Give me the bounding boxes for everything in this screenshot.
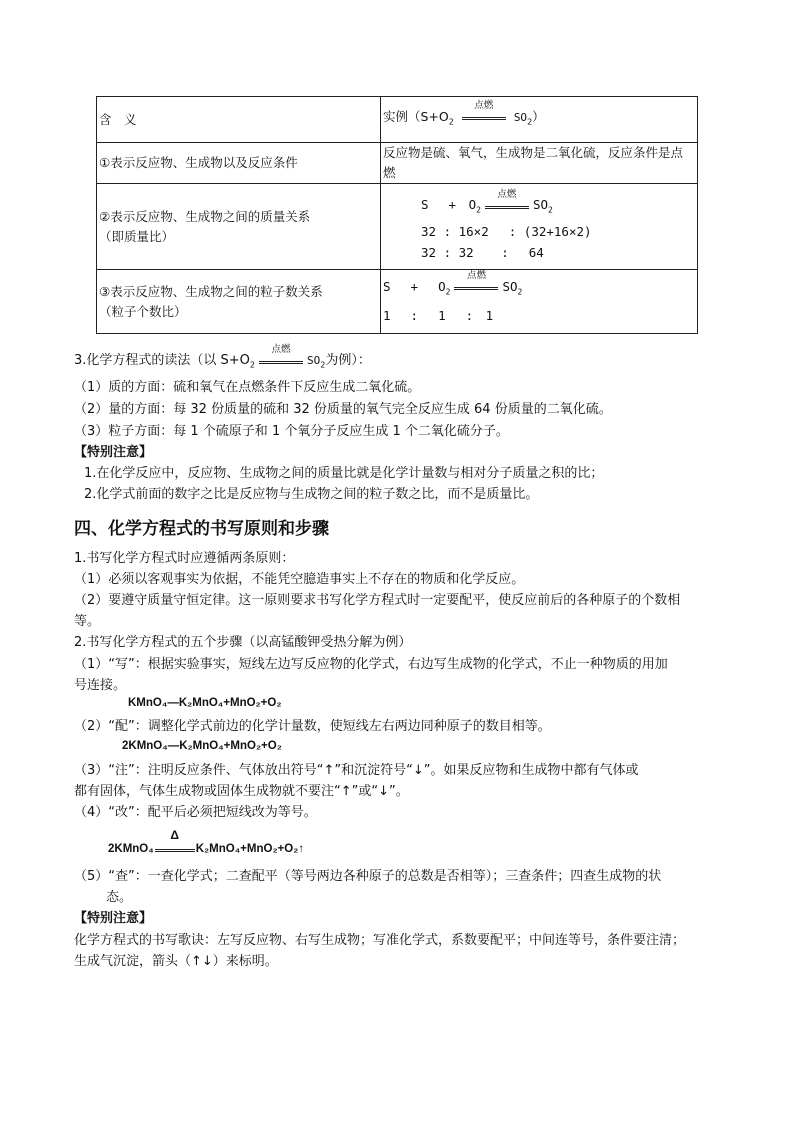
principle-2: （2）要遵守质量守恒定律。这一原则要求书写化学方程式时一定要配平，使反应前后的各种原子的个数相 [74, 593, 681, 608]
step-1-line2: 号连接。 [74, 678, 127, 693]
table-header-row [97, 97, 698, 143]
principles-title: 1.书写化学方程式时应遵循两条原则： [74, 551, 295, 566]
step-3-line2: 都有固体，气体生成物或固体生成物就不要注“↑”或“↓”。 [74, 784, 409, 799]
step-4: （4）“改”：配平后必须把短线改为等号。 [74, 805, 317, 820]
table-row-1 [97, 143, 698, 184]
step-3-line1: （3）“注”：注明反应条件、气体放出符号“↑”和沉淀符号“↓”。如果反应物和生成物中都有气体或 [74, 763, 639, 778]
step-5-line1: （5）“查”：一查化学式；二查配平（等号两边各种原子的总数是否相等）；三查条件；四查生成物的状 [74, 869, 662, 884]
reading-item-3: （3）粒子方面：每 1 个硫原子和 1 个氧分子反应生成 1 个二氧化硫分子。 [74, 424, 509, 439]
reading-item-2: （2）量的方面：每 32 份质量的硫和 32 份质量的氧气完全反应生成 64 份质量的二氧化硫。 [74, 402, 612, 417]
row2-meaning: ②表示反应物、生成物之间的质量关系 （即质量比） [97, 184, 381, 270]
equation-write: KMnO₄—K₂MnO₄+MnO₂+O₂ [128, 697, 282, 709]
reading-item-1: （1）质的方面：硫和氧气在点燃条件下反应生成二氧化硫。 [74, 380, 421, 395]
equation-balance: 2KMnO₄—K₂MnO₄+MnO₂+O₂ [122, 740, 282, 752]
steps-title: 2.书写化学方程式的五个步骤（以高锰酸钾受热分解为例） [74, 635, 412, 650]
condition-arrow: 点燃 [259, 354, 303, 368]
header-example: 实例（$S+O_2$ 点燃 $SO_2$） [381, 97, 698, 143]
condition-arrow: 点燃 [454, 280, 498, 294]
step-2: （2）“配”：调整化学式前边的化学计量数，使短线左右两边同种原子的数目相等。 [74, 719, 551, 734]
reading-note-1: 1.在化学反应中，反应物、生成物之间的质量比就是化学计量数与相对分子质量之积的比； [84, 466, 604, 481]
header-meaning: 含 义 [97, 97, 381, 143]
row1-example: 反应物是硫、氧气，生成物是二氧化硫，反应条件是点燃 [381, 143, 698, 184]
principle-1: （1）必须以客观事实为依据，不能凭空臆造事实上不存在的物质和化学反应。 [74, 572, 525, 587]
principle-2-cont: 等。 [74, 614, 101, 629]
reading-note-2: 2.化学式前面的数字之比是反应物与生成物之间的粒子数之比，而不是质量比。 [84, 487, 539, 502]
chemical-equation-meaning-table [96, 96, 698, 334]
step-5-line2: 态。 [106, 890, 133, 905]
equation-final: 2KMnO₄ Δ K₂MnO₄+MnO₂+O₂↑ [108, 828, 305, 856]
condition-arrow: 点燃 [462, 110, 506, 124]
condition-arrow: 点燃 [485, 199, 529, 213]
row2-example: S + $O_2$ 点燃 $SO_2$ 32 : 16×2 : (32+16×2) 32 : 32 : 64 [381, 184, 698, 270]
reading-title: 3.化学方程式的读法（以 $S+O_2$ 点燃 $SO_2$为例）： [74, 343, 371, 370]
step-1-line1: （1）“写”：根据实验事实，短线左边写反应物的化学式，右边写生成物的化学式，不止一种物质的用加 [74, 657, 668, 672]
table-row-3 [97, 270, 698, 334]
table-row-2 [97, 184, 698, 270]
row3-meaning: ③表示反应物、生成物之间的粒子数关系 （粒子个数比） [97, 270, 381, 334]
reading-note-title: 【特别注意】 [74, 445, 153, 460]
heat-condition-arrow: Δ [155, 842, 195, 856]
writing-note-title: 【特别注意】 [74, 911, 153, 926]
section4-heading: 四、化学方程式的书写原则和步骤 [74, 519, 329, 539]
row3-example: S + $O_2$ 点燃 $SO_2$ 1 : 1 : 1 [381, 270, 698, 334]
writing-note-line2: 生成气沉淀，箭头（↑↓）来标明。 [74, 954, 278, 969]
row1-meaning: ①表示反应物、生成物以及反应条件 [97, 143, 381, 184]
writing-note-line1: 化学方程式的书写歌诀：左写反应物、右写生成物；写准化学式，系数要配平；中间连等号，条件要注清； [74, 933, 686, 948]
